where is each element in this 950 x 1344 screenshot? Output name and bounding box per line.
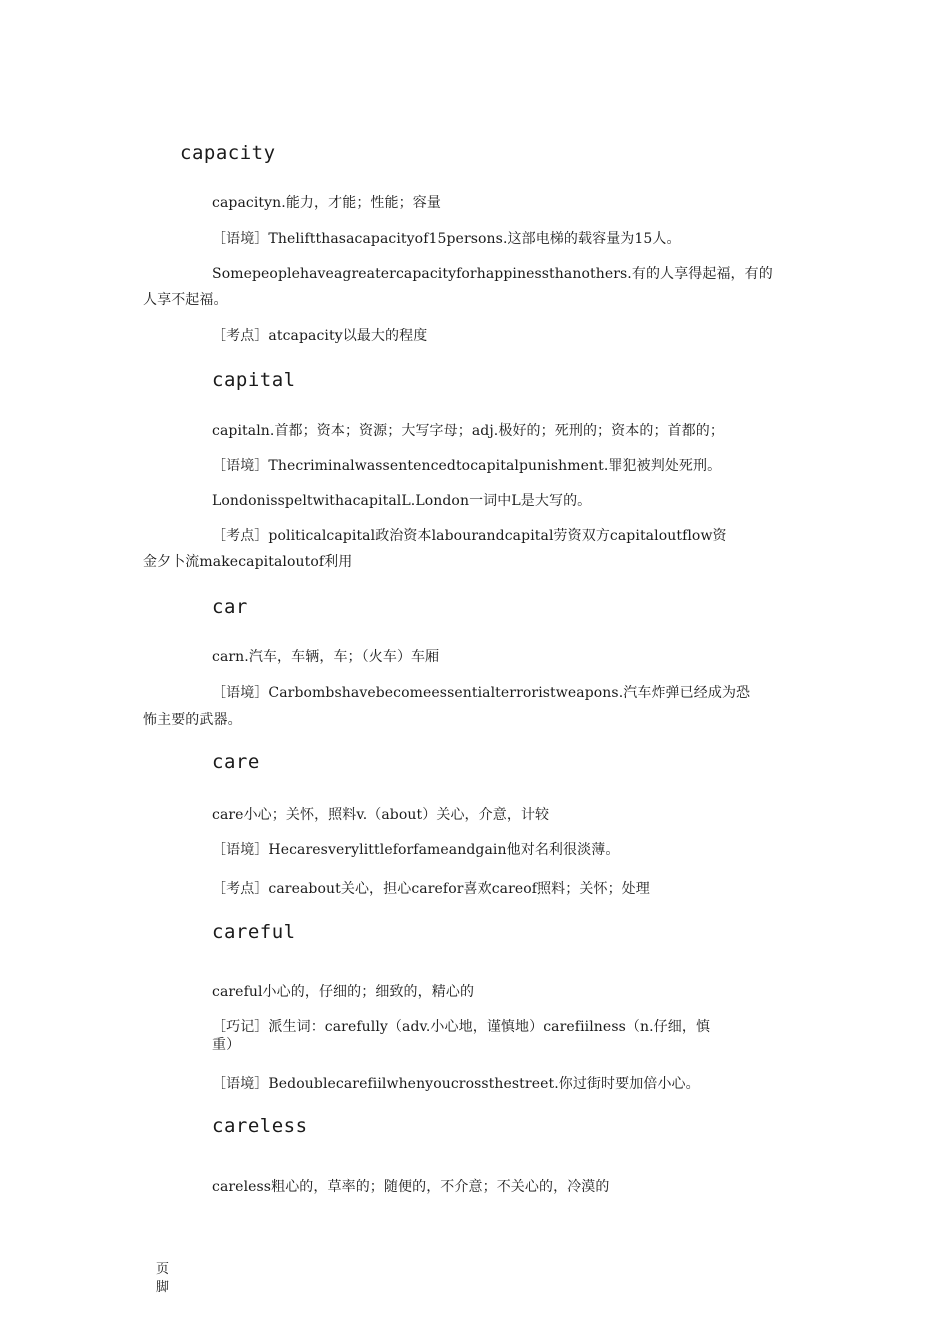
key-point-capital: ［考点］politicalcapital政治资本labourandcapital劳资双方capitaloutflow资 [212, 528, 727, 544]
key-point-care: ［考点］careabout关心，担心carefor喜欢careof照料；关怀；处理 [212, 881, 650, 897]
entry-heading-care: care [212, 751, 260, 773]
entry-heading-careful: careful [212, 921, 296, 943]
definition-careless: careless粗心的，草率的；随便的，不介意；不关心的，冷漠的 [212, 1179, 610, 1195]
context-example-car-1-cont: 怖主要的武器。 [143, 712, 242, 728]
entry-heading-capital: capital [212, 369, 296, 391]
entry-heading-car: car [212, 596, 248, 618]
definition-careful: careful小心的，仔细的；细致的，精心的 [212, 984, 475, 1000]
context-example-capacity-2: Somepeoplehaveagreatercapacityforhappinessthanothers.有的人享得起福，有的 [212, 266, 773, 282]
definition-capital: capitaln.首都；资本；资源；大写字母；adj.极好的；死刑的；资本的；首都的； [212, 423, 724, 439]
key-point-capital-cont: 金夕卜流makecapitaloutof利用 [143, 554, 353, 570]
entry-heading-careless: careless [212, 1115, 308, 1137]
page-footer: 页脚 [156, 1262, 170, 1295]
context-example-capital-1: ［语境］Thecriminalwassentencedtocapitalpunishment.罪犯被判处死刑。 [212, 458, 722, 474]
context-example-capital-2: LondonisspeltwithacapitalL.London一词中L是大写的。 [212, 493, 592, 509]
context-example-capacity-1: ［语境］Theliftthasacapacityof15persons.这部电梯的载容量为15人。 [212, 231, 681, 247]
key-point-capacity: ［考点］atcapacity以最大的程度 [212, 328, 428, 344]
definition-capacity: capacityn.能力，才能；性能；容量 [212, 195, 441, 211]
entry-heading-capacity: capacity [180, 142, 276, 164]
memory-tip-careful-cont: 重） [212, 1037, 241, 1053]
context-example-care-1: ［语境］Hecaresverylittleforfameandgain他对名利很淡薄。 [212, 842, 620, 858]
context-example-careful-1: ［语境］Bedoublecarefiilwhenyoucrossthestreet.你过街时要加倍小心。 [212, 1076, 700, 1092]
definition-car: carn.汽车，车辆，车；（火车）车厢 [212, 649, 440, 665]
context-example-capacity-2-cont: 人享不起福。 [143, 292, 228, 308]
memory-tip-careful: ［巧记］派生词：carefully（adv.小心地，谨慎地）carefiilness（n.仔细，慎 [212, 1019, 711, 1035]
context-example-car-1: ［语境］Carbombshavebecomeessentialterroristweapons.汽车炸弹已经成为恐 [212, 685, 751, 701]
definition-care: care小心；关怀，照料v.（about）关心，介意，计较 [212, 807, 550, 823]
